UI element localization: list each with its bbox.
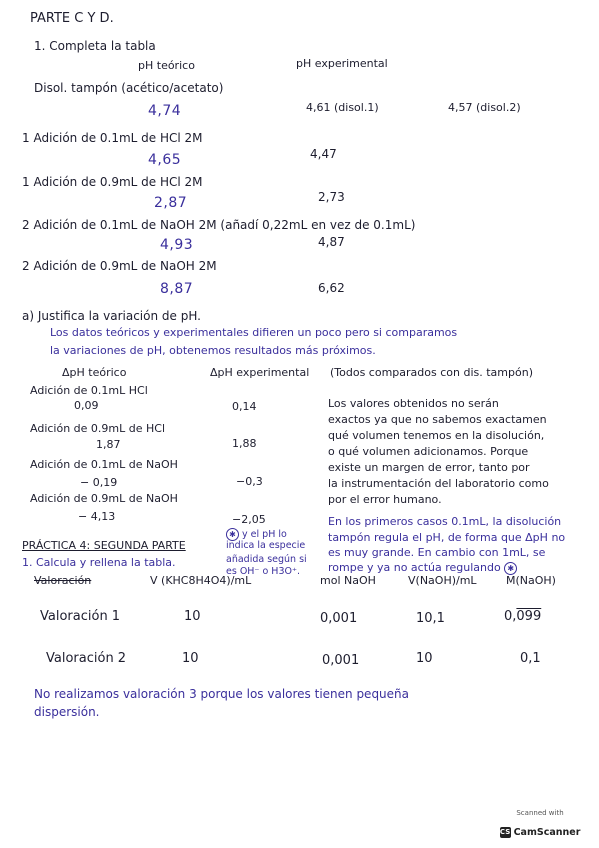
delta-theo: 0,09 xyxy=(74,399,99,412)
explanation-line: En los primeros casos 0.1mL, la disolución xyxy=(328,515,562,528)
side-note-line: indica la especie xyxy=(226,540,306,551)
asterisk-circle-icon: ✱ xyxy=(226,528,239,541)
table-header-volume: V (KHC8H4O4)/mL xyxy=(150,574,252,587)
practica-task: 1. Calcula y rellena la tabla. xyxy=(22,556,176,569)
row-label: 2 Adición de 0.9mL de NaOH 2M xyxy=(22,259,217,273)
theo-value: 2,87 xyxy=(154,195,188,211)
table-header-mol: mol NaOH xyxy=(320,574,376,587)
part-a-line: la variaciones de pH, obtenemos resultados más próximos. xyxy=(50,344,376,357)
conclusion-line: No realizamos valoración 3 porque los valores tienen pequeña xyxy=(34,687,410,701)
row-label: 2 Adición de 0.1mL de NaOH 2M (añadí 0,22mL en vez de 0.1mL) xyxy=(22,218,416,232)
table-cell-molarity: 0,1 xyxy=(520,651,541,666)
table-header-molarity: M(NaOH) xyxy=(506,574,556,587)
delta-exp: 1,88 xyxy=(232,437,257,450)
molarity-repeating: 099 xyxy=(516,609,542,624)
delta-label: Adición de 0.1mL HCl xyxy=(30,384,148,397)
theo-value: 4,74 xyxy=(148,103,182,119)
table-header-vnaoh: V(NaOH)/mL xyxy=(408,574,477,587)
explanation-line: o qué volumen adicionamos. Porque xyxy=(328,445,529,458)
side-note-line: es OH⁻ o H3O⁺. xyxy=(226,566,301,577)
delta-exp: −2,05 xyxy=(232,513,266,526)
table-row-name: Valoración 2 xyxy=(46,651,127,666)
theo-value: 8,87 xyxy=(160,281,194,297)
exp-value: 6,62 xyxy=(318,281,345,295)
exp-value-2: 4,57 (disol.2) xyxy=(448,101,521,114)
side-note-text: y el pH lo xyxy=(242,529,287,540)
practica-title: PRÁCTICA 4: SEGUNDA PARTE xyxy=(22,539,186,552)
col-header-experimental: pH experimental xyxy=(296,57,388,70)
page-title: PARTE C Y D. xyxy=(30,11,114,26)
molarity-int: 0, xyxy=(504,609,517,624)
table-row-name: Valoración 1 xyxy=(40,609,121,624)
theo-value: 4,65 xyxy=(148,152,182,168)
conclusion-line: dispersión. xyxy=(34,705,100,719)
watermark-caption: Scanned with xyxy=(516,809,564,817)
explanation-line: qué volumen tenemos en la disolución, xyxy=(328,429,545,442)
delta-label: Adición de 0.9mL de HCl xyxy=(30,422,166,435)
delta-header-exp: ΔpH experimental xyxy=(210,366,310,379)
asterisk-circle-icon: ✱ xyxy=(504,562,517,575)
delta-theo: 1,87 xyxy=(96,438,121,451)
camscanner-watermark xyxy=(495,809,585,838)
table-cell-volume: 10 xyxy=(184,609,201,624)
delta-theo: − 0,19 xyxy=(80,476,118,489)
explanation-line: existe un margen de error, tanto por xyxy=(328,461,530,474)
delta-exp: 0,14 xyxy=(232,400,257,413)
camscanner-icon: CS xyxy=(499,828,511,836)
table-cell-volume: 10 xyxy=(182,651,199,666)
table-header-valoracion: Valoración xyxy=(34,574,92,587)
explanation-line: por el error humano. xyxy=(328,493,442,506)
part-a-title: a) Justifica la variación de pH. xyxy=(22,309,201,323)
exp-value: 4,87 xyxy=(318,235,345,249)
explanation-line: es muy grande. En cambio con 1mL, se xyxy=(328,546,546,559)
table-cell-vnaoh: 10,1 xyxy=(416,611,445,626)
explanation-line: la instrumentación del laboratorio como xyxy=(328,477,549,490)
exp-value: 4,61 (disol.1) xyxy=(306,101,379,114)
explanation-line: tampón regula el pH, de forma que ΔpH no xyxy=(328,531,566,544)
delta-header-note: (Todos comparados con dis. tampón) xyxy=(330,366,533,379)
table-cell-vnaoh: 10 xyxy=(416,651,433,666)
delta-label: Adición de 0.1mL de NaOH xyxy=(30,458,178,471)
explanation-line: exactos ya que no sabemos exactamen xyxy=(328,413,547,426)
part-a-line: Los datos teóricos y experimentales difieren un poco pero si comparamos xyxy=(50,326,458,339)
explanation-line-text: rompe y ya no actúa regulando xyxy=(328,561,501,574)
row-label: 1 Adición de 0.9mL de HCl 2M xyxy=(22,175,203,189)
watermark-brand: CamScanner xyxy=(513,827,581,838)
exp-value: 4,47 xyxy=(310,147,337,161)
table-cell-mol: 0,001 xyxy=(322,653,360,668)
delta-header-theo: ΔpH teórico xyxy=(62,366,127,379)
exp-value: 2,73 xyxy=(318,190,345,204)
table-cell-mol: 0,001 xyxy=(320,611,358,626)
explanation-line: Los valores obtenidos no serán xyxy=(328,397,499,410)
delta-label: Adición de 0.9mL de NaOH xyxy=(30,492,178,505)
theo-value: 4,93 xyxy=(160,237,194,253)
delta-exp: −0,3 xyxy=(236,475,263,488)
side-note-line: añadida según si xyxy=(226,554,307,565)
delta-theo: − 4,13 xyxy=(78,510,116,523)
col-header-theoretical: pH teórico xyxy=(138,59,195,72)
camscanner-logo xyxy=(500,827,581,838)
row-label: 1 Adición de 0.1mL de HCl 2M xyxy=(22,131,203,145)
table-cell-molarity xyxy=(504,610,541,623)
row-label: Disol. tampón (acético/acetato) xyxy=(34,81,224,95)
task-1-label: 1. Completa la tabla xyxy=(34,39,156,53)
